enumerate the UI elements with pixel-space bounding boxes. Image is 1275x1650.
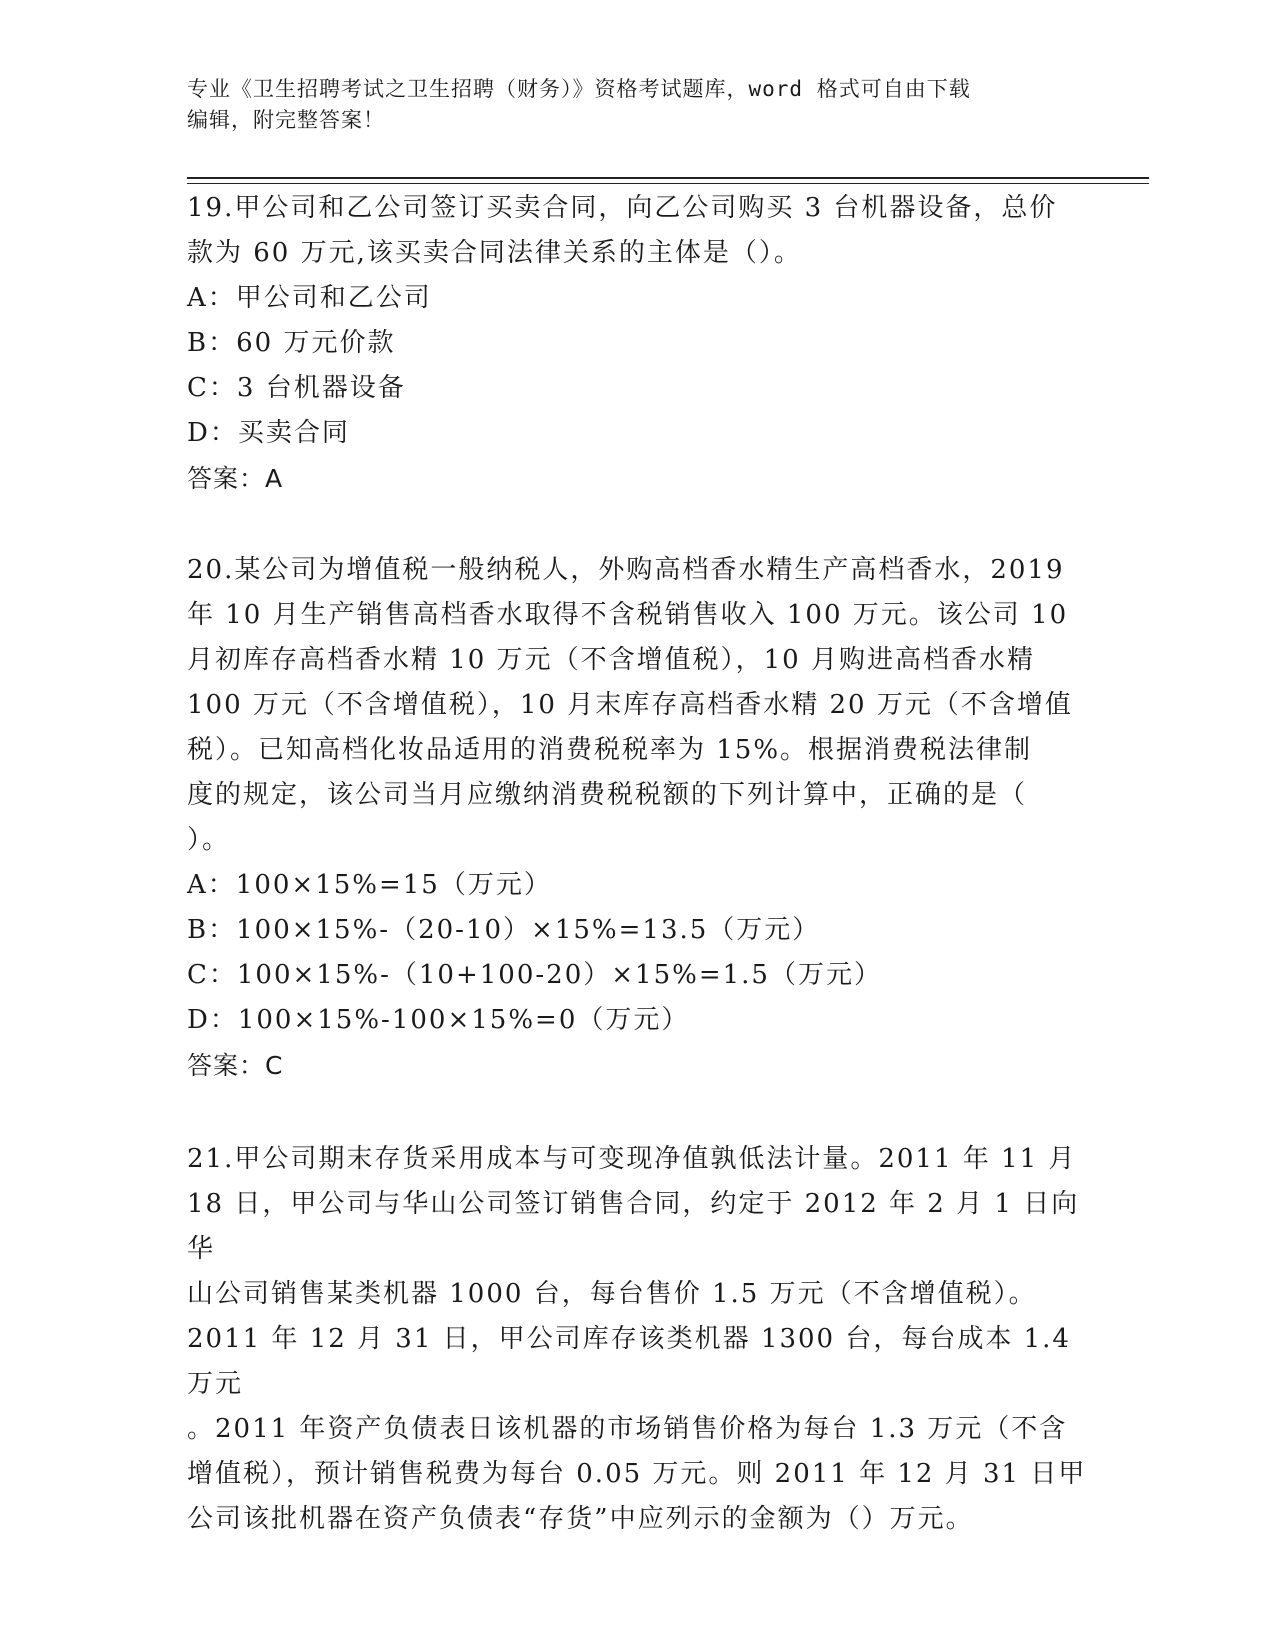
header-line-2: 编辑，附完整答案！: [187, 108, 385, 132]
stem-line: 18 日，甲公司与华山公司签订销售合同，约定于 2012 年 2 月 1 日向华: [187, 1189, 1080, 1264]
stem-line: 21.甲公司期末存货采用成本与可变现净值孰低法计量。2011 年 11 月: [187, 1144, 1077, 1174]
question-21: [187, 1137, 1087, 1542]
option-a: A：100×15%=15（万元）: [187, 870, 552, 900]
option-d: D：100×15%-100×15%=0（万元）: [187, 1005, 690, 1035]
stem-line: 税）。已知高档化妆品适用的消费税税率为 15%。根据消费税法律制: [187, 735, 1033, 765]
stem-line: 度的规定，该公司当月应缴纳消费税税额的下列计算中，正确的是（: [187, 780, 1028, 810]
stem-line: 100 万元（不含增值税），10 月末库存高档香水精 20 万元（不含增值: [187, 690, 1073, 720]
stem-line: 月初库存高档香水精 10 万元（不含增值税），10 月购进高档香水精: [187, 645, 1035, 675]
document-header: [187, 74, 1067, 136]
header-divider-thick: [187, 177, 1149, 179]
header-line-1: 专业《卫生招聘考试之卫生招聘（财务）》资格考试题库，word 格式可自由下载: [187, 77, 971, 101]
stem-line: 20.某公司为增值税一般纳税人，外购高档香水精生产高档香水，2019: [187, 555, 1065, 585]
stem-line: 增值税），预计销售税费为每台 0.05 万元。则 2011 年 12 月 31 日甲: [187, 1459, 1087, 1489]
stem-line: 山公司销售某类机器 1000 台，每台售价 1.5 万元（不含增值税）。: [187, 1279, 1037, 1309]
option-c: C：100×15%-（10+100-20）×15%=1.5（万元）: [187, 960, 882, 990]
question-stem: [187, 548, 1087, 863]
question-stem: [187, 1137, 1087, 1542]
stem-line: 。2011 年资产负债表日该机器的市场销售价格为每台 1.3 万元（不含: [187, 1414, 1068, 1444]
answer-label: 答案：A: [187, 464, 284, 493]
stem-line: 款为 60 万元,该买卖合同法律关系的主体是（）。: [187, 238, 802, 268]
option-c: C：3 台机器设备: [187, 373, 406, 403]
answer-label: 答案：C: [187, 1051, 284, 1080]
option-b: B：100×15%-（20-10）×15%=13.5（万元）: [187, 915, 821, 945]
header-divider-thin: [187, 183, 1149, 184]
question-stem: [187, 186, 1087, 276]
stem-line: ）。: [187, 825, 231, 855]
option-d: D：买卖合同: [187, 418, 350, 448]
option-b: B：60 万元价款: [187, 328, 396, 358]
stem-line: 19.甲公司和乙公司签订买卖合同，向乙公司购买 3 台机器设备，总价: [187, 193, 1058, 223]
stem-line: 年 10 月生产销售高档香水取得不含税销售收入 100 万元。该公司 10: [187, 600, 1069, 630]
option-a: A：甲公司和乙公司: [187, 283, 432, 313]
stem-line: 公司该批机器在资产负债表“存货”中应列示的金额为（）万元。: [187, 1504, 974, 1534]
question-19: [187, 186, 1087, 501]
stem-line: 2011 年 12 月 31 日，甲公司库存该类机器 1300 台，每台成本 1.4 万元: [187, 1324, 1071, 1399]
question-20: [187, 548, 1087, 1088]
